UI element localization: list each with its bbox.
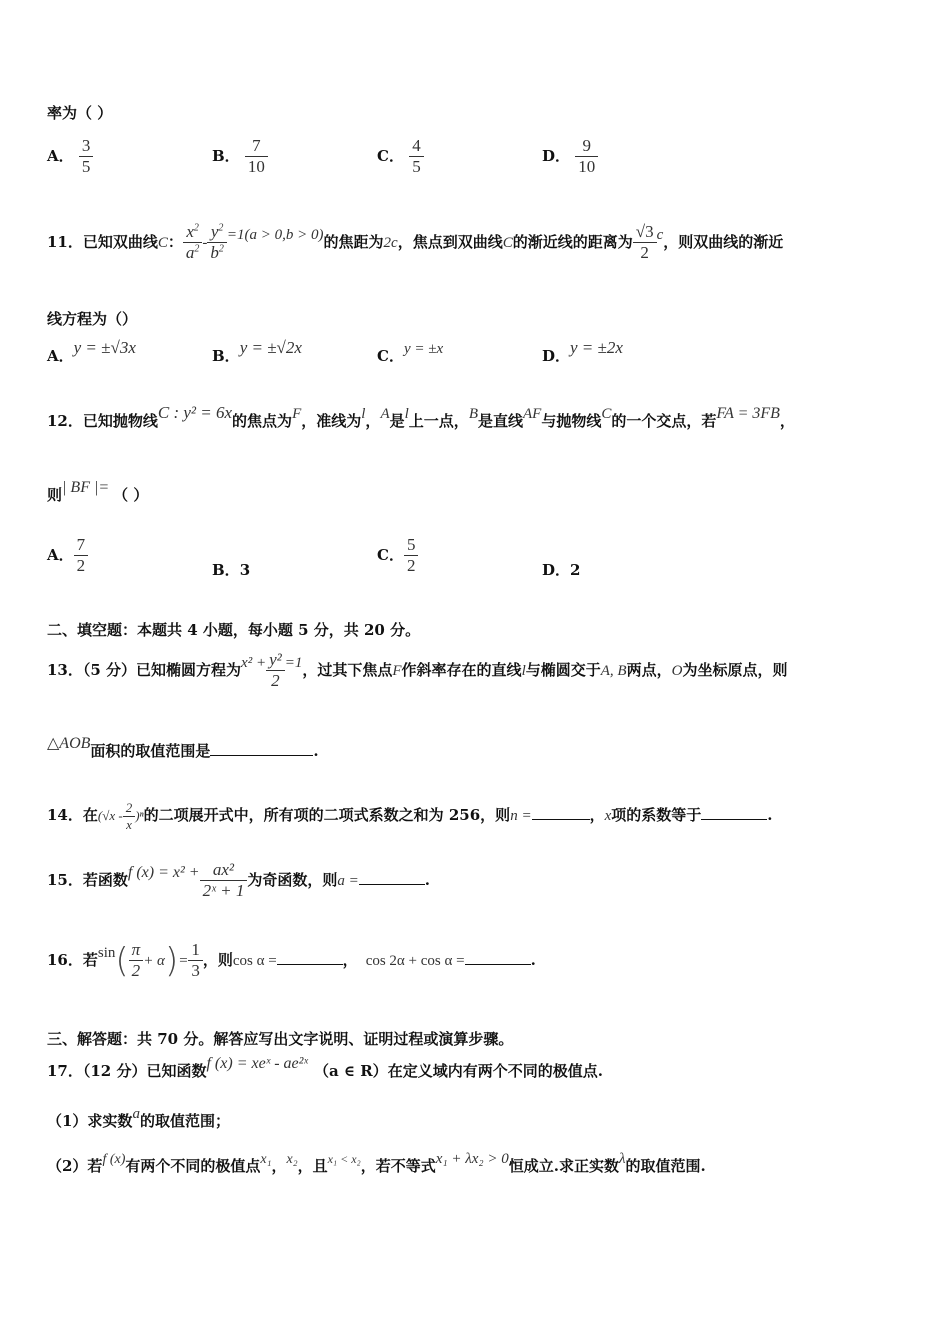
q11-text: 的焦距为 — [323, 232, 384, 251]
answer-blank — [701, 818, 767, 820]
option-fraction: $\frac{9}{10}$ — [575, 136, 598, 178]
q12-option-b: B．3 — [212, 561, 251, 579]
question-17: 17．（12 分）已知函数f (x) = xeˣ - ae²ˣ （a ∈ R）在定义域内有两个不同的极值点. — [47, 1055, 603, 1080]
answer-blank — [210, 754, 313, 756]
option-label: D． — [542, 146, 571, 165]
q11-minus: - — [202, 234, 208, 251]
option-label: C． — [377, 146, 404, 165]
q13-line2: △AOB面积的取值范围是 . — [47, 735, 319, 760]
q11-prefix: 11．已知双曲线 — [47, 232, 158, 251]
q11-focal: 2c — [383, 234, 398, 251]
option-fraction: $\frac{7}{10}$ — [245, 136, 268, 178]
option-label: A． — [47, 146, 74, 165]
q11-curve: C — [502, 234, 513, 251]
q11-text: ，则双曲线的渐近 — [663, 232, 784, 251]
q11-equation-rest: =1(a > 0,b > 0) — [226, 226, 324, 243]
q10-option-a — [47, 136, 93, 178]
q11-option-a: A．y = ±√3x — [47, 338, 136, 365]
q11-c: c — [656, 226, 664, 243]
q17-part2: （2）若f (x)有两个不同的极值点x₁，x₂，且$^{x_1 < x_2}$，若不等式x₁ + λx₂ > 0恒成立.求正实数λ的取值范围. — [47, 1151, 706, 1175]
q11-option-c: C．y = ±x — [377, 341, 444, 365]
answer-blank — [465, 963, 531, 965]
answer-blank — [359, 883, 425, 885]
q11-x-frac: $\frac{x^2}{a^2}$ — [183, 222, 203, 264]
q10-tail: 率为（ ） — [47, 104, 113, 122]
q12-option-a: A． $\frac{7}{2}$ — [47, 535, 88, 577]
q11-distance-frac: $\frac{√3}{2}$ — [633, 222, 657, 264]
question-13: 13．（5 分）已知椭圆方程为x² + $\frac{\text{y²}}{2}$ =1，过其下焦点F作斜率存在的直线l与椭圆交于A, B两点，O为坐标原点，则 — [47, 650, 788, 691]
option-fraction: $\frac{4}{5}$ — [409, 136, 424, 178]
q11-line2: 线方程为（） — [47, 310, 138, 328]
question-12: 12．已知抛物线C : y² = 6x的焦点为F，准线为l，A是l上一点，B是直线AF与抛物线C的一个交点，若FA = 3FB， — [47, 403, 795, 430]
q11-y-frac: $\frac{y^2}{b^2}$ — [207, 222, 227, 264]
q11-option-d: D．y = ±2x — [542, 338, 623, 365]
answer-blank — [277, 963, 343, 965]
question-16: 16．若sin( $\frac{\pi}{2}$ + α)= $\frac{1}{3}$ ，则cos α = ， cos 2α + cos α = . — [47, 940, 536, 981]
question-11 — [47, 222, 783, 264]
q11-colon: ： — [167, 232, 183, 251]
section-2-heading: 二、填空题：本题共 4 小题，每小题 5 分，共 20 分。 — [47, 621, 421, 639]
option-fraction: $\frac{3}{5}$ — [79, 136, 94, 178]
q12-option-d: D．2 — [542, 561, 581, 579]
q12-option-c: C． $\frac{5}{2}$ — [377, 535, 418, 577]
option-label: B． — [212, 146, 240, 165]
question-15: 15．若函数f (x) = x² + $\frac{\text{ax²}}{\text{2ˣ + 1}}$ 为奇函数，则a = . — [47, 860, 430, 901]
q10-option-b — [212, 136, 268, 178]
question-14: 14．在(√x - $\frac{2}{x}$ )ⁿ的二项展开式中，所有项的二项式系数之和为 256，则n = ，x项的系数等于 . — [47, 800, 773, 832]
q12-line2: 则| BF |= （ ） — [47, 479, 149, 504]
answer-blank — [532, 818, 590, 820]
q17-part1: （1）求实数a的取值范围； — [47, 1106, 230, 1130]
q11-option-b: B．y = ±√2x — [212, 338, 302, 365]
q11-curve: C — [157, 234, 168, 251]
q10-option-c — [377, 136, 424, 178]
section-3-heading: 三、解答题：共 70 分。解答应写出文字说明、证明过程或演算步骤。 — [47, 1030, 514, 1048]
q11-text: 的渐近线的距离为 — [512, 232, 633, 251]
q11-text: ，焦点到双曲线 — [397, 232, 503, 251]
q10-option-d — [542, 136, 598, 178]
